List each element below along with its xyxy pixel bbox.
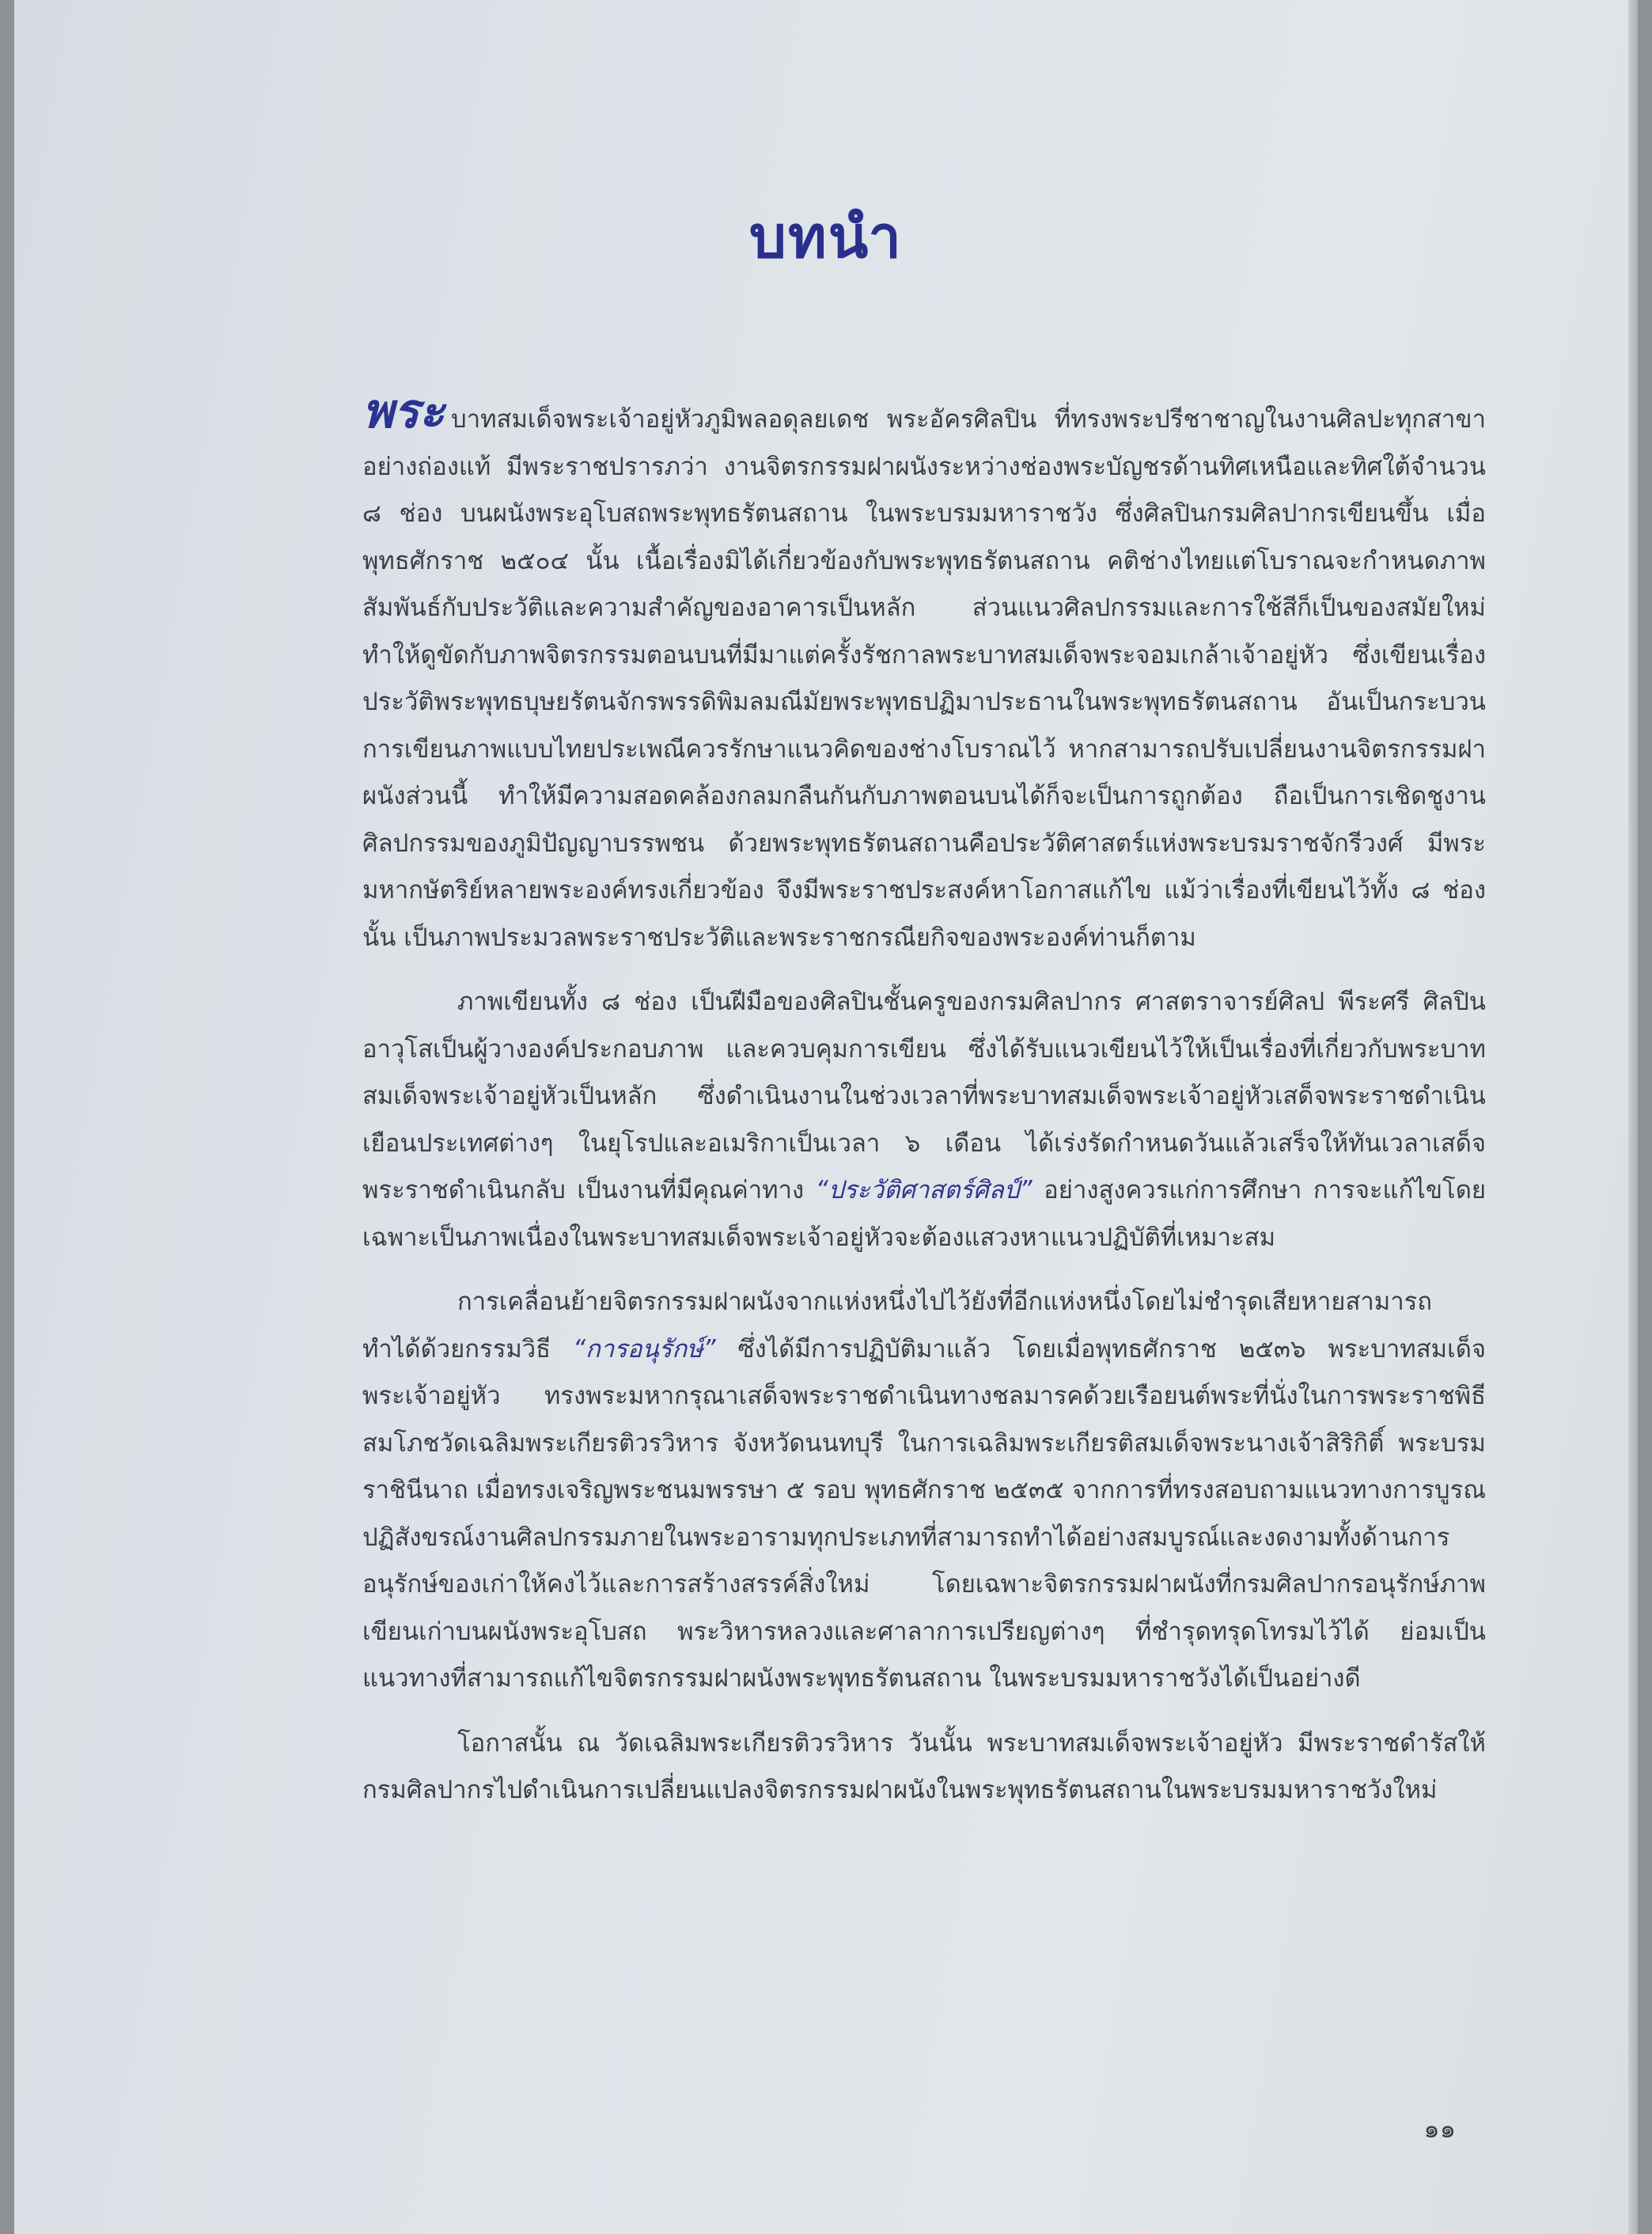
paragraph-1-text: บาทสมเด็จพระเจ้าอยู่หัวภูมิพลอดุลยเดช พระอัครศิลปิน ที่ทรงพระปรีชาชาญในงานศิลปะทุกสาขาอย่างถ่องแท้ มีพระราชปรารภว่า งานจิตรกรรมฝาผนังระหว่างช่องพระบัญชรด้านทิศเหนือและทิศใต้จำนวน ๘ ช่อง บนผนังพระอุโบสถพระพุทธรัตนสถาน ในพระบรมมหาราชวัง ซึ่งศิลปินกรมศิลปากรเขียนขึ้น เมื่อพุทธศักราช ๒๕๐๔ นั้น เนื้อเรื่องมิได้เกี่ยวข้องกับพระพุทธรัตนสถาน คติช่างไทยแต่โบราณจะกำหนดภาพสัมพันธ์กับประวัติและความสำคัญของอาคารเป็นหลัก ส่วนแนวศิลปกรรมและการใช้สีก็เป็นของสมัยใหม่ ทำให้ดูขัดกับภาพจิตรกรรมตอนบนที่มีมาแต่ครั้งรัชกาลพระบาทสมเด็จพระจอมเกล้าเจ้าอยู่หัว ซึ่งเขียนเรื่องประวัติพระพุทธบุษยรัตนจักรพรรดิพิมลมณีมัยพระพุทธปฏิมาประธานในพระพุทธรัตนสถาน อันเป็นกระบวนการเขียนภาพแบบไทยประเพณีควรรักษาแนวคิดของช่างโบราณไว้ หากสามารถปรับเปลี่ยนงานจิตรกรรมฝาผนังส่วนนี้ ทำให้มีความสอดคล้องกลมกลืนกันกับภาพตอนบนได้ก็จะเป็นการถูกต้อง ถือเป็นการเชิดชูงานศิลปกรรมของภูมิปัญญาบรรพชน ด้วยพระพุทธรัตนสถานคือประวัติศาสตร์แห่งพระบรมราชจักรีวงศ์ มีพระมหากษัตริย์หลายพระองค์ทรงเกี่ยวข้อง จึงมีพระราชประสงค์หาโอกาสแก้ไข แม้ว่าเรื่องที่เขียนไว้ทั้ง ๘ ช่องนั้น เป็นภาพประมวลพระราชประวัติและพระราชกรณียกิจของพระองค์ท่านก็ตาม: [362, 405, 1486, 952]
paragraph-3: [362, 1279, 1486, 1703]
drop-cap: พระ: [362, 384, 445, 439]
paragraph-2-emphasis: “ประวัติศาสตร์ศิลป์”: [815, 1176, 1032, 1204]
chapter-title: บทนำ: [749, 203, 903, 271]
book-page: [14, 0, 1638, 2234]
paragraph-4-text: โอกาสนั้น ณ วัดเฉลิมพระเกียรติวรวิหาร วันนั้น พระบาทสมเด็จพระเจ้าอยู่หัว มีพระราชดำรัสให้กรมศิลปากรไปดำเนินการเปลี่ยนแปลงจิตรกรรมฝาผนังในพระพุทธรัตนสถานในพระบรมมหาราชวังใหม่: [362, 1728, 1486, 1804]
page-edge: [1628, 0, 1638, 2234]
paragraph-3-text-b: ซึ่งได้มีการปฏิบัติมาแล้ว โดยเมื่อพุทธศักราช ๒๕๓๖ พระบาทสมเด็จพระเจ้าอยู่หัว ทรงพระมหากรุณาเสด็จพระราชดำเนินทางชลมารคด้วยเรือยนต์พระที่นั่งในการพระราชพิธีสมโภชวัดเฉลิมพระเกียรติวรวิหาร จังหวัดนนทบุรี ในการเฉลิมพระเกียรติสมเด็จพระนางเจ้าสิริกิติ์ พระบรมราชินีนาถ เมื่อทรงเจริญพระชนมพรรษา ๕ รอบ พุทธศักราช ๒๕๓๕ จากการที่ทรงสอบถามแนวทางการบูรณปฏิสังขรณ์งานศิลปกรรมภายในพระอารามทุกประเภทที่สามารถทำได้อย่างสมบูรณ์และงดงามทั้งด้านการอนุรักษ์ของเก่าให้คงไว้และการสร้างสรรค์สิ่งใหม่ โดยเฉพาะจิตรกรรมฝาผนังที่กรมศิลปากรอนุรักษ์ภาพเขียนเก่าบนผนังพระอุโบสถ พระวิหารหลวงและศาลาการเปรียญต่างๆ ที่ชำรุดทรุดโทรมไว้ได้ ย่อมเป็นแนวทางที่สามารถแก้ไขจิตรกรรมฝาผนังพระพุทธรัตนสถาน ในพระบรมมหาราชวังได้เป็นอย่างดี: [362, 1334, 1486, 1693]
paragraph-2: [362, 979, 1486, 1261]
paragraph-1: [362, 384, 1486, 961]
paragraph-2-text-a: ภาพเขียนทั้ง ๘ ช่อง เป็นฝีมือของศิลปินชั้นครูของกรมศิลปากร ศาสตราจารย์ศิลป พีระศรี ศิลปินอาวุโสเป็นผู้วางองค์ประกอบภาพ และควบคุมการเขียน ซึ่งได้รับแนวเขียนไว้ให้เป็นเรื่องที่เกี่ยวกับพระบาทสมเด็จพระเจ้าอยู่หัวเป็นหลัก ซึ่งดำเนินงานในช่วงเวลาที่พระบาทสมเด็จพระเจ้าอยู่หัวเสด็จพระราชดำเนินเยือนประเทศต่างๆ ในยุโรปและอเมริกาเป็นเวลา ๖ เดือน ได้เร่งรัดกำหนดวันแล้วเสร็จให้ทันเวลาเสด็จพระราชดำเนินกลับ เป็นงานที่มีคุณค่าทาง: [362, 988, 1486, 1204]
paragraph-4: [362, 1720, 1486, 1815]
page-number: ๑๑: [1423, 2114, 1456, 2144]
paragraph-2-text-b: อย่างสูงควรแก่การศึกษา การจะแก้ไขโดยเฉพาะเป็นภาพเนื่องในพระบาทสมเด็จพระเจ้าอยู่หัวจะต้องแสวงหาแนวปฏิบัติที่เหมาะสม: [362, 1176, 1486, 1252]
body-text: [362, 384, 1486, 1832]
paragraph-3-text-a: การเคลื่อนย้ายจิตรกรรมฝาผนังจากแห่งหนึ่งไปไว้ยังที่อีกแห่งหนึ่งโดยไม่ชำรุดเสียหายสามารถทำได้ด้วยกรรมวิธี: [362, 1288, 1433, 1364]
paragraph-3-emphasis: “การอนุรักษ์”: [572, 1334, 716, 1364]
